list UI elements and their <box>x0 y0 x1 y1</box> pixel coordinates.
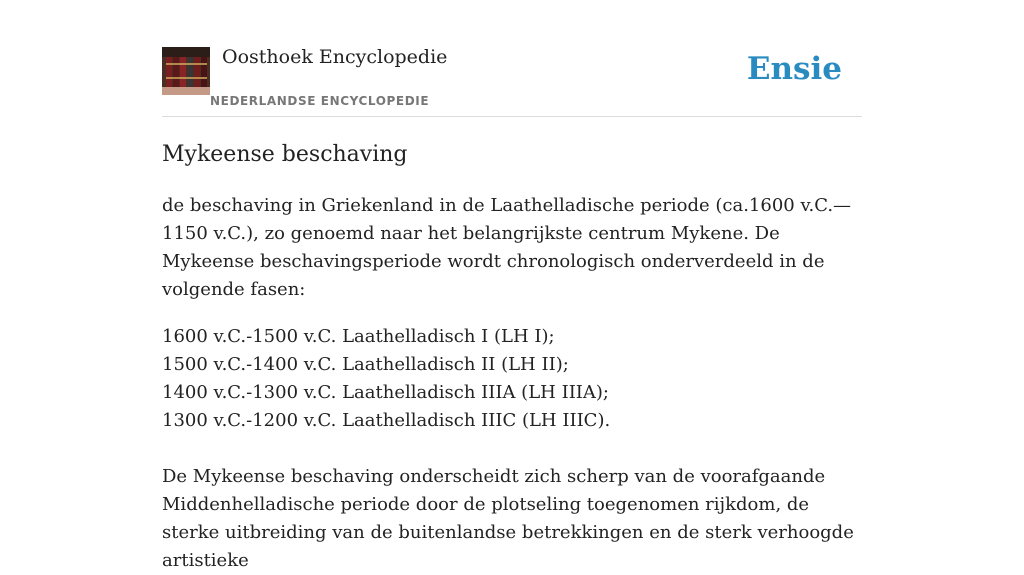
phase-item: 1400 v.C.-1300 v.C. Laathelladisch IIIA (LH IIIA); <box>162 382 609 403</box>
article-intro: de beschaving in Griekenland in de Laathelladische periode (ca.1600 v.C.—1150 v.C.), zo genoemd naar het belangrijkste centrum Mykene. De Mykeense beschavingsperiode wordt chronologisch onderverdeeld in de volgende fasen: <box>162 195 852 300</box>
phase-item: 1600 v.C.-1500 v.C. Laathelladisch I (LH I); <box>162 326 555 347</box>
site-subtitle: NEDERLANDSE ENCYCLOPEDIE <box>210 94 430 108</box>
encyclopedia-books-icon[interactable] <box>162 47 210 95</box>
ensie-logo[interactable]: Ensie <box>746 51 842 87</box>
phase-list <box>162 323 862 435</box>
article-body: De Mykeense beschaving onderscheidt zich scherp van de voorafgaande Middenhelladische periode door de plotseling toegenomen rijkdom, de sterke uitbreiding van de buitenlandse betrekkingen en de sterk verhoogde artistieke <box>162 466 854 571</box>
site-header <box>162 0 862 117</box>
phase-item: 1500 v.C.-1400 v.C. Laathelladisch II (LH II); <box>162 354 569 375</box>
article-title: Mykeense beschaving <box>162 142 408 167</box>
site-name[interactable]: Oosthoek Encyclopedie <box>222 46 448 68</box>
phase-item: 1300 v.C.-1200 v.C. Laathelladisch IIIC (LH IIIC). <box>162 410 611 431</box>
article <box>162 140 862 575</box>
